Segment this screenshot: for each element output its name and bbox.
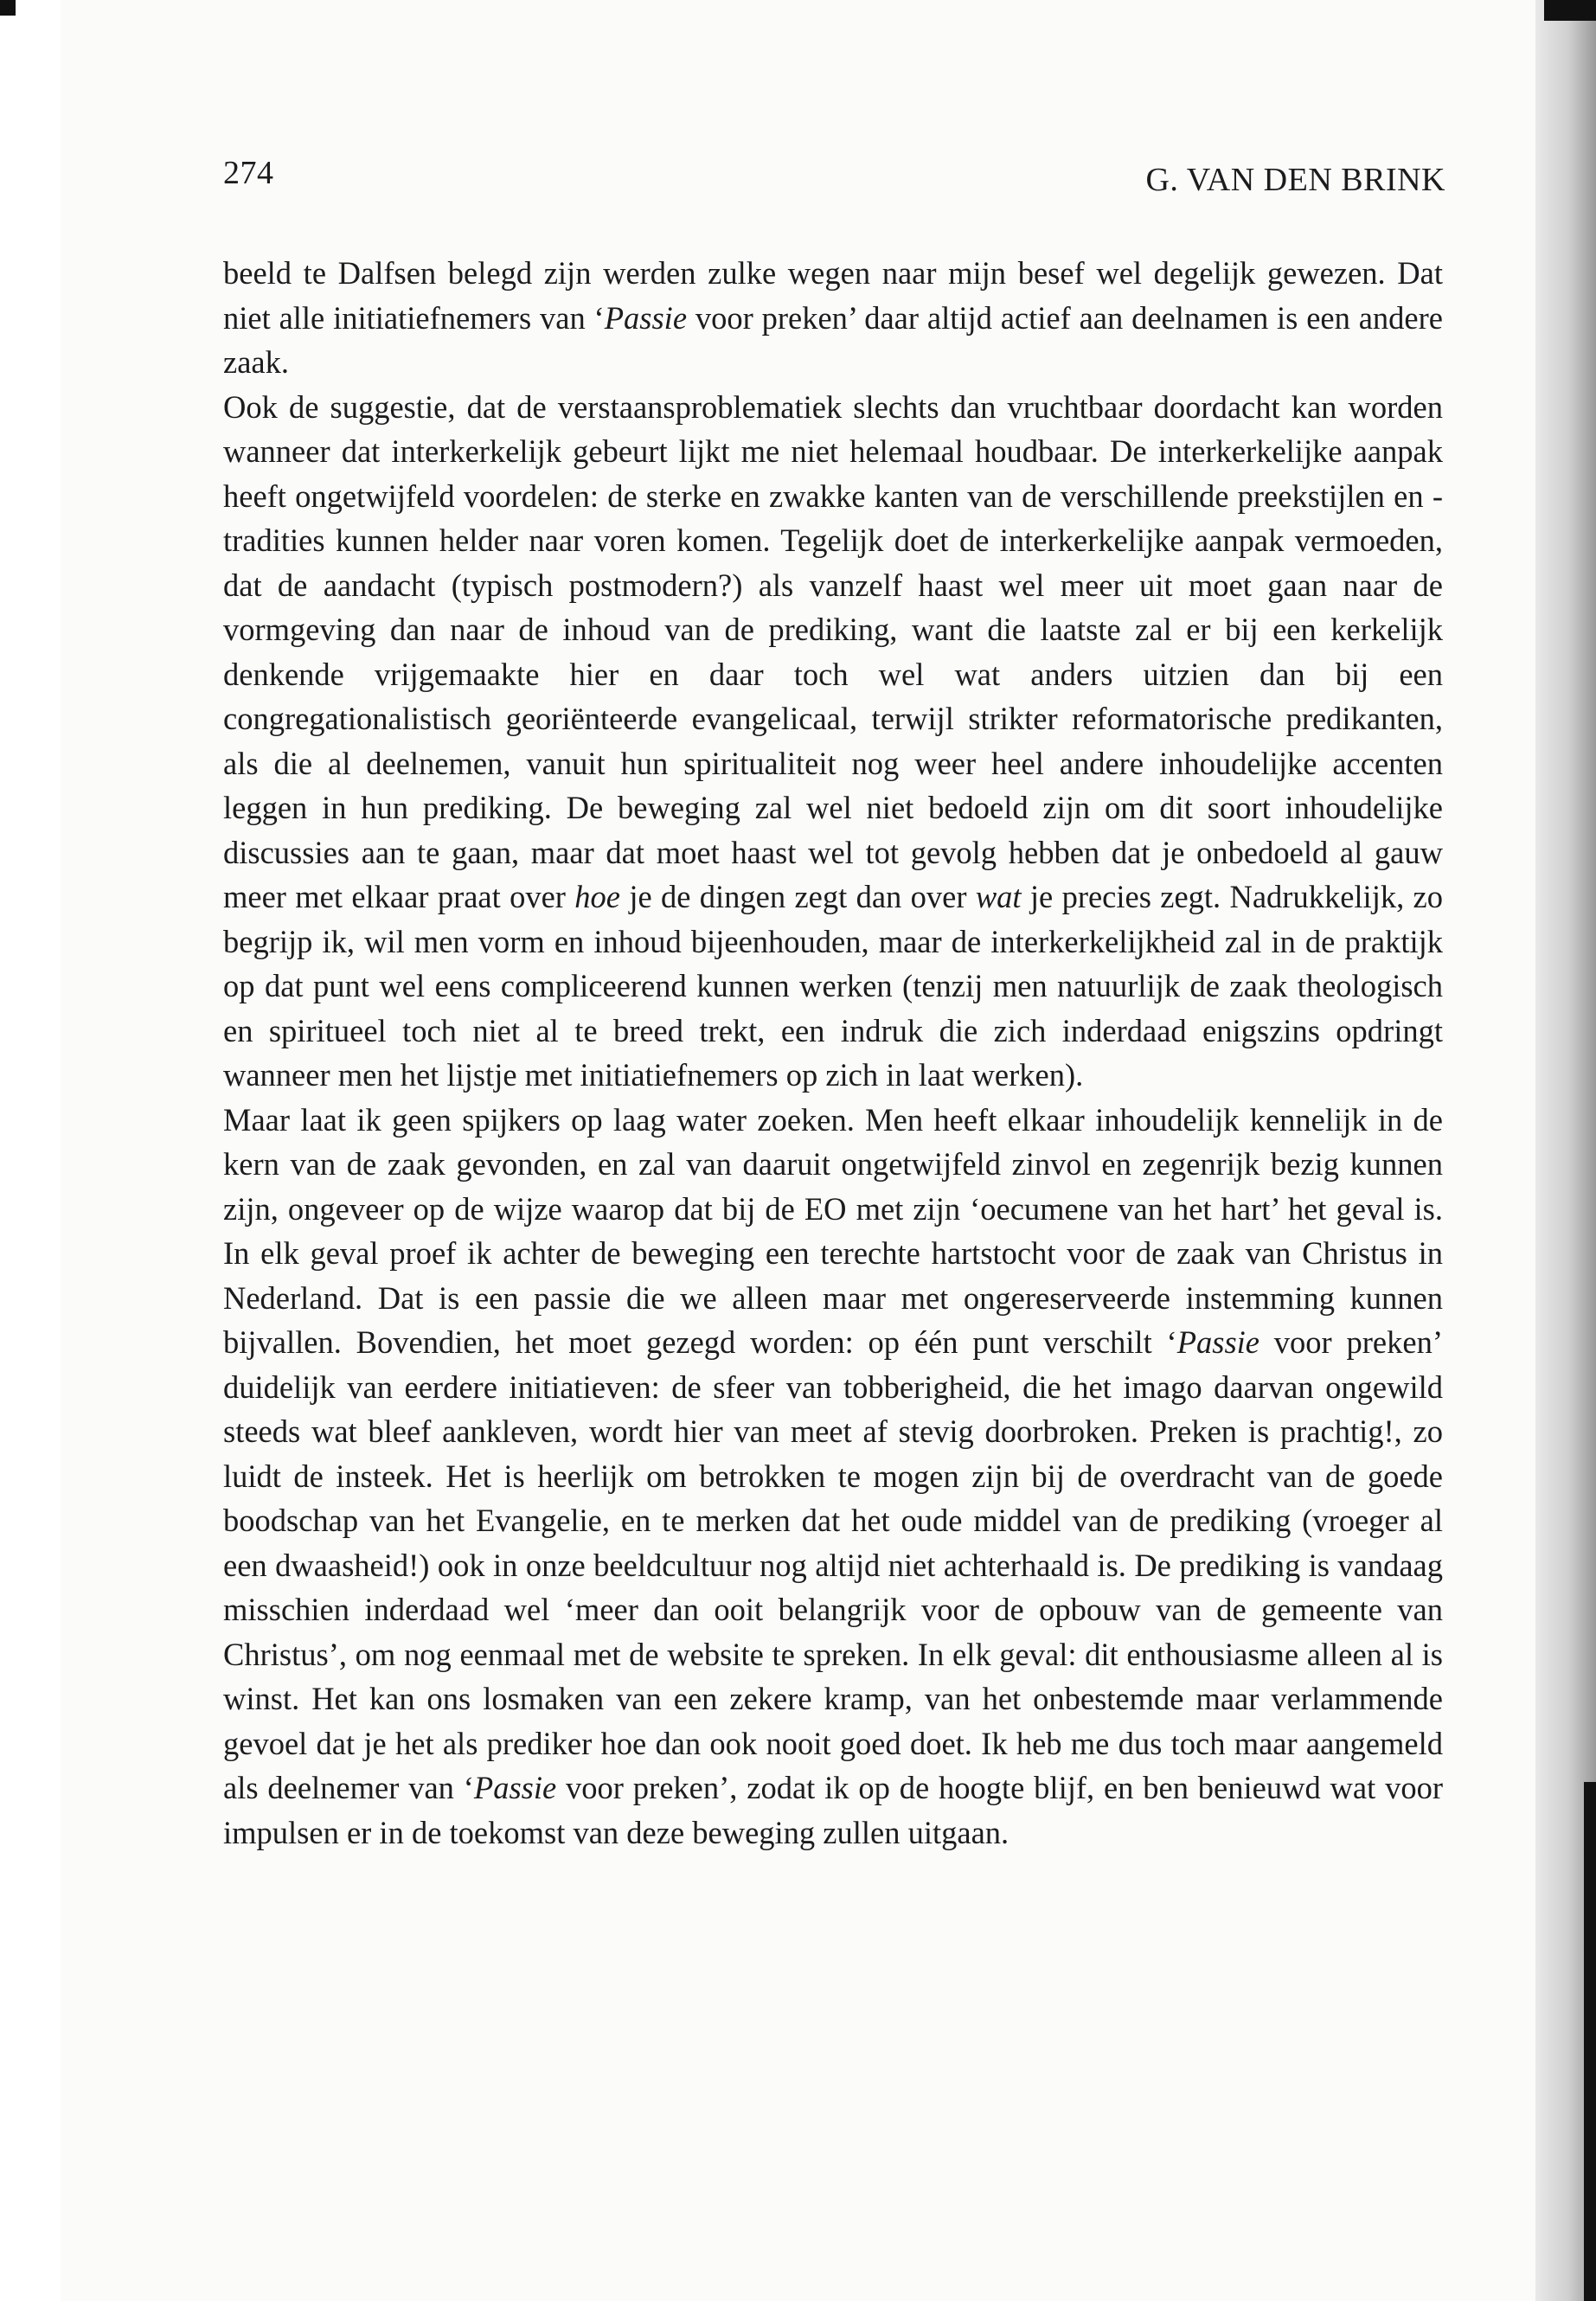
- italic-run: hoe: [574, 879, 620, 914]
- page-header: [223, 154, 1445, 199]
- italic-run: Passie: [473, 1770, 557, 1805]
- paragraph: [223, 1098, 1443, 1856]
- scan-corner-mark: [1544, 0, 1596, 21]
- paragraph: [223, 251, 1443, 385]
- italic-run: Passie: [604, 299, 688, 336]
- body-text: [223, 251, 1443, 1855]
- text-run: je precies zegt. Nadrukkelijk, zo begrijp ik, wil men vorm en inhoud bijeenhouden, maar de interkerkelijkheid zal in de praktijk op dat punt wel eens compliceerend kunnen werken (tenzij men natuurlijk de zaak theologisch en spiritueel toch niet al te breed trekt, een indruk die zich inderdaad enigszins opdringt wanneer men het lijstje met initiatiefnemers op zich in laat werken).: [223, 879, 1443, 1093]
- text-run: voor preken’ duidelijk van eerdere initiatieven: de sfeer van tobberigheid, die het imago daarvan ongewild steeds wat bleef aankleven, wordt hier van meet af stevig doorbroken. Preken is prachtig!, zo luidt de insteek. Het is heerlijk om betrokken te mogen zijn bij de overdracht van de goede boodschap van het Evangelie, en te merken dat het oude middel van de prediking (vroeger al een dwaasheid!) ook in onze beeldcultuur nog altijd niet achterhaald is. De prediking is vandaag misschien inderdaad wel ‘meer dan ooit belangrijk voor de opbouw van de gemeente van Christus’, om nog eenmaal met de website te spreken. In elk geval: dit enthousiasme alleen al is winst. Het kan ons losmaken van een zekere kramp, van het onbestemde maar verlammende gevoel dat je het als prediker hoe dan ook nooit goed doet. Ik heb me dus toch maar aangemeld als deelnemer van ‘: [223, 1324, 1443, 1805]
- italic-run: wat: [975, 879, 1022, 914]
- scan-edge-mark: [1584, 1782, 1596, 2301]
- text-run: Ook de suggestie, dat de verstaansproblematiek slechts dan vruchtbaar doordacht kan worden wanneer dat interkerkelijk gebeurt lijkt me niet helemaal houdbaar. De interkerkelijke aanpak heeft ongetwijfeld voordelen: de sterke en zwakke kanten van de verschillende preekstijlen en -tradities kunnen helder naar voren komen. Tegelijk doet de interkerkelijke aanpak vermoeden, dat de aandacht (typisch postmodern?) als vanzelf haast wel meer uit moet gaan naar de vormgeving dan naar de inhoud van de prediking, want die laatste zal er bij een kerkelijk denkende vrijgemaakte hier en daar toch wel wat anders uitzien dan bij een congregationalistisch georiënteerde evangelicaal, terwijl strikter reformatorische predikanten, als die al deelnemen, vanuit hun spiritualiteit nog weer heel andere inhoudelijke accenten leggen in hun prediking. De beweging zal wel niet bedoeld zijn om dit soort inhoudelijke discussies aan te gaan, maar dat moet haast wel tot gevolg hebben dat je onbedoeld al gauw meer met elkaar praat over: [223, 388, 1443, 914]
- text-run: voor preken’, zodat ik op de hoogte blijf, en ben benieuwd wat voor impulsen er in de toekomst van deze beweging zullen uitgaan.: [223, 1770, 1443, 1850]
- italic-run: Passie: [1176, 1324, 1259, 1360]
- scan-corner-mark: [0, 0, 16, 16]
- text-run: voor preken’ daar altijd actief aan deelnamen is een andere zaak.: [223, 299, 1443, 380]
- running-head: G. VAN DEN BRINK: [1145, 162, 1445, 198]
- page-number: 274: [223, 155, 274, 191]
- text-run: Maar laat ik geen spijkers op laag water zoeken. Men heeft elkaar inhoudelijk kennelijk in de kern van de zaak gevonden, en zal van daaruit ongetwijfeld zinvol en zegenrijk bezig kunnen zijn, ongeveer op de wijze waarop dat bij de EO met zijn ‘oecumene van het hart’ het geval is. In elk geval proef ik achter de beweging een terechte hartstocht voor de zaak van Christus in Nederland. Dat is een passie die we alleen maar met ongereserveerde instemming kunnen bijvallen. Bovendien, het moet gezegd worden: op één punt verschilt ‘: [223, 1101, 1443, 1360]
- text-run: beeld te Dalfsen belegd zijn werden zulke wegen naar mijn besef wel degelijk gewezen. Dat niet alle initiatiefnemers van ‘: [223, 255, 1443, 336]
- paragraph: [223, 385, 1443, 1098]
- text-run: je de dingen zegt dan over: [620, 879, 976, 914]
